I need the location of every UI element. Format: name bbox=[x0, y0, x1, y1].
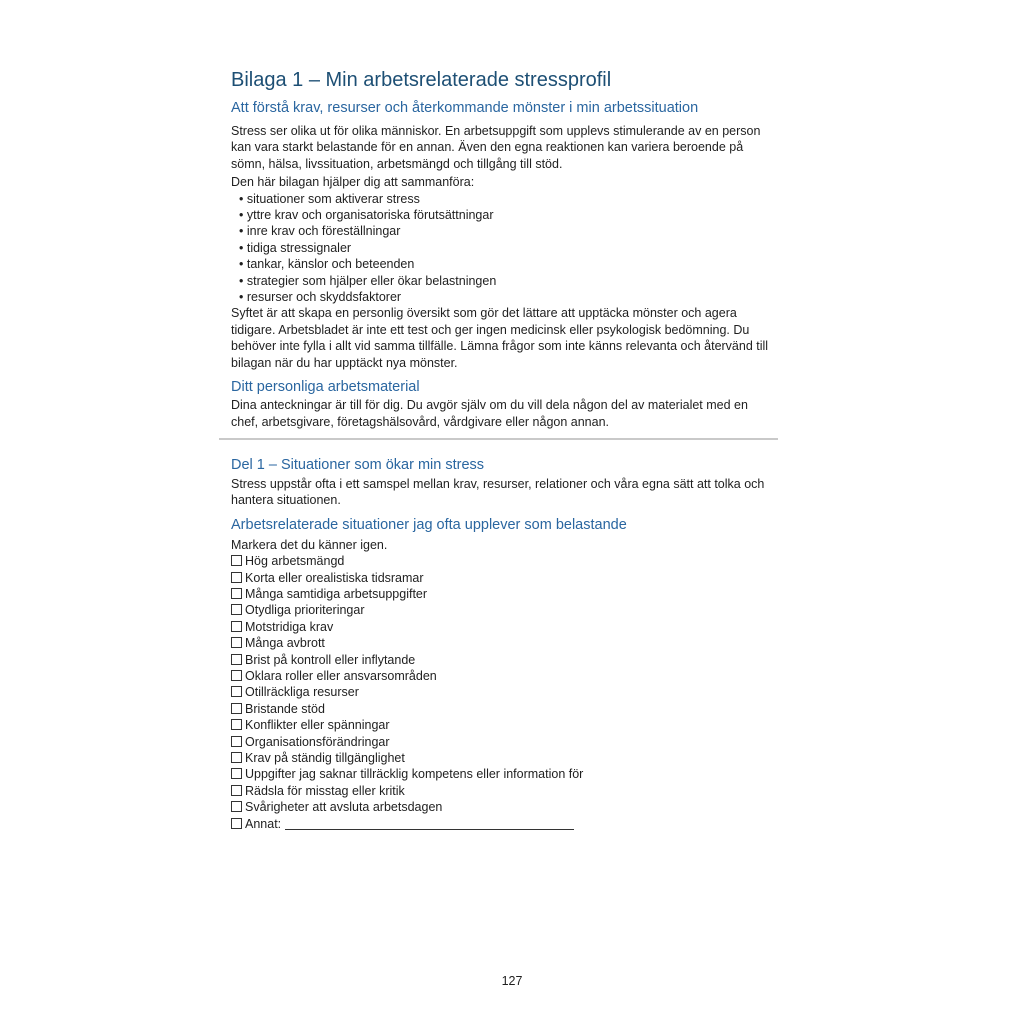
checkbox-label: Uppgifter jag saknar tillräcklig kompetens eller information för bbox=[245, 767, 584, 782]
checkbox-label: Många samtidiga arbetsuppgifter bbox=[245, 586, 428, 601]
checkbox-item bbox=[231, 602, 797, 618]
checkbox[interactable] bbox=[231, 752, 242, 763]
checkbox-item bbox=[231, 701, 797, 717]
checkbox-label: Krav på ständig tillgänglighet bbox=[245, 751, 405, 765]
list-item: • inre krav och föreställningar bbox=[239, 224, 401, 239]
checkbox-item bbox=[231, 684, 797, 700]
text-line: bilagan när du har upptäckt nya mönster. bbox=[231, 355, 458, 370]
other-blank-line[interactable] bbox=[285, 817, 574, 830]
checkbox[interactable] bbox=[231, 719, 242, 730]
page-title: Bilaga 1 – Min arbetsrelaterade stressprofil bbox=[231, 69, 612, 91]
section-heading-part1: Del 1 – Situationer som ökar min stress bbox=[231, 456, 485, 473]
checkbox-label: Bristande stöd bbox=[245, 701, 325, 716]
checkbox[interactable] bbox=[231, 818, 242, 829]
checkbox[interactable] bbox=[231, 768, 242, 779]
checkbox-item bbox=[231, 783, 797, 799]
checkbox-label: Otydliga prioriteringar bbox=[245, 603, 365, 618]
text-line: Stress ser olika ut för olika människor. En arbetsuppgift som upplevs stimulerande av en person bbox=[231, 124, 761, 138]
checkbox[interactable] bbox=[231, 637, 242, 648]
checkbox[interactable] bbox=[231, 604, 242, 615]
text-line: chef, arbetsgivare, företagshälsovård, vårdgivare eller någon annan. bbox=[231, 414, 610, 429]
section-heading-situations: Arbetsrelaterade situationer jag ofta upplever som belastande bbox=[231, 516, 627, 533]
list-item: • strategier som hjälper eller ökar belastningen bbox=[239, 273, 497, 288]
checkbox-label: Konflikter eller spänningar bbox=[245, 718, 390, 733]
bullet-list bbox=[231, 191, 797, 306]
text-line: tidigare. Arbetsbladet är inte ett test och ger ingen medicinsk eller psykologisk bedömning. Du bbox=[231, 322, 750, 337]
intro-paragraph-2: Den här bilagan hjälper dig att sammanföra: bbox=[231, 175, 475, 190]
list-item: • situationer som aktiverar stress bbox=[239, 191, 420, 206]
checkbox-label: Rädsla för misstag eller kritik bbox=[245, 783, 405, 798]
checkbox[interactable] bbox=[231, 588, 242, 599]
document-page bbox=[231, 66, 797, 832]
checkbox[interactable] bbox=[231, 670, 242, 681]
checkbox-item bbox=[231, 635, 797, 651]
page-number: 127 bbox=[501, 974, 523, 988]
checkbox-list bbox=[231, 553, 797, 832]
checkbox-item bbox=[231, 553, 797, 569]
checkbox-label: Organisationsförändringar bbox=[245, 734, 390, 749]
checkbox-item bbox=[231, 570, 797, 586]
checkbox-label: Motstridiga krav bbox=[245, 619, 334, 634]
list-item: • resurser och skyddsfaktorer bbox=[239, 290, 402, 305]
list-item: • tankar, känslor och beteenden bbox=[239, 257, 415, 272]
text-line: Dina anteckningar är till för dig. Du avgör själv om du vill dela någon del av materialet med en bbox=[231, 398, 748, 413]
checkbox-item bbox=[231, 619, 797, 635]
text-line: behöver inte fylla i allt vid samma tillfälle. Lämna frågor som inte känns relevanta och återvänd till bbox=[231, 339, 769, 354]
material-paragraph bbox=[231, 397, 797, 430]
checkbox-item bbox=[231, 750, 797, 766]
section-divider bbox=[219, 438, 778, 440]
checkbox-label: Hög arbetsmängd bbox=[245, 554, 345, 569]
checkbox[interactable] bbox=[231, 654, 242, 665]
checkbox-label: Oklara roller eller ansvarsområden bbox=[245, 668, 437, 683]
checkbox[interactable] bbox=[231, 572, 242, 583]
checkbox-label: Svårigheter att avsluta arbetsdagen bbox=[245, 800, 443, 815]
checkbox[interactable] bbox=[231, 621, 242, 632]
text-line: sömn, hälsa, livssituation, arbetsmängd och tillgång till stöd. bbox=[231, 156, 563, 171]
checkbox-label: Många avbrott bbox=[245, 636, 325, 651]
section-heading-material: Ditt personliga arbetsmaterial bbox=[231, 379, 420, 396]
text-line: hantera situationen. bbox=[231, 493, 341, 508]
checkbox-item bbox=[231, 652, 797, 668]
checkbox-label: Brist på kontroll eller inflytande bbox=[245, 652, 416, 667]
checkbox-item bbox=[231, 717, 797, 733]
checkbox[interactable] bbox=[231, 703, 242, 714]
checkbox[interactable] bbox=[231, 785, 242, 796]
intro-paragraph-1 bbox=[231, 123, 797, 172]
text-line: Syftet är att skapa en personlig översikt som gör det lättare att upptäcka mönster och agera bbox=[231, 306, 737, 321]
list-item: • tidiga stressignaler bbox=[239, 240, 352, 255]
part1-paragraph bbox=[231, 476, 797, 509]
checkbox[interactable] bbox=[231, 736, 242, 747]
checkbox-label: Korta eller orealistiska tidsramar bbox=[245, 570, 424, 585]
checkbox[interactable] bbox=[231, 686, 242, 697]
checkbox-label: Otillräckliga resurser bbox=[245, 685, 359, 700]
intro-paragraph-3 bbox=[231, 305, 797, 371]
checkbox-item-other bbox=[231, 816, 797, 832]
checkbox-label: Annat: bbox=[245, 816, 282, 831]
list-item: • yttre krav och organisatoriska förutsättningar bbox=[239, 208, 494, 223]
checkbox-item bbox=[231, 734, 797, 750]
instruction-text: Markera det du känner igen. bbox=[231, 537, 388, 552]
page-subtitle: Att förstå krav, resurser och återkommande mönster i min arbetssituation bbox=[231, 100, 699, 116]
checkbox-item bbox=[231, 766, 797, 782]
text-line: Stress uppstår ofta i ett samspel mellan krav, resurser, relationer och våra egna sätt att tolka och bbox=[231, 476, 765, 491]
checkbox-item bbox=[231, 586, 797, 602]
checkbox-item bbox=[231, 668, 797, 684]
checkbox[interactable] bbox=[231, 555, 242, 566]
checkbox-item bbox=[231, 799, 797, 815]
text-line: kan vara starkt belastande för en annan. Även den egna reaktionen kan variera beroende på bbox=[231, 140, 744, 155]
checkbox[interactable] bbox=[231, 801, 242, 812]
